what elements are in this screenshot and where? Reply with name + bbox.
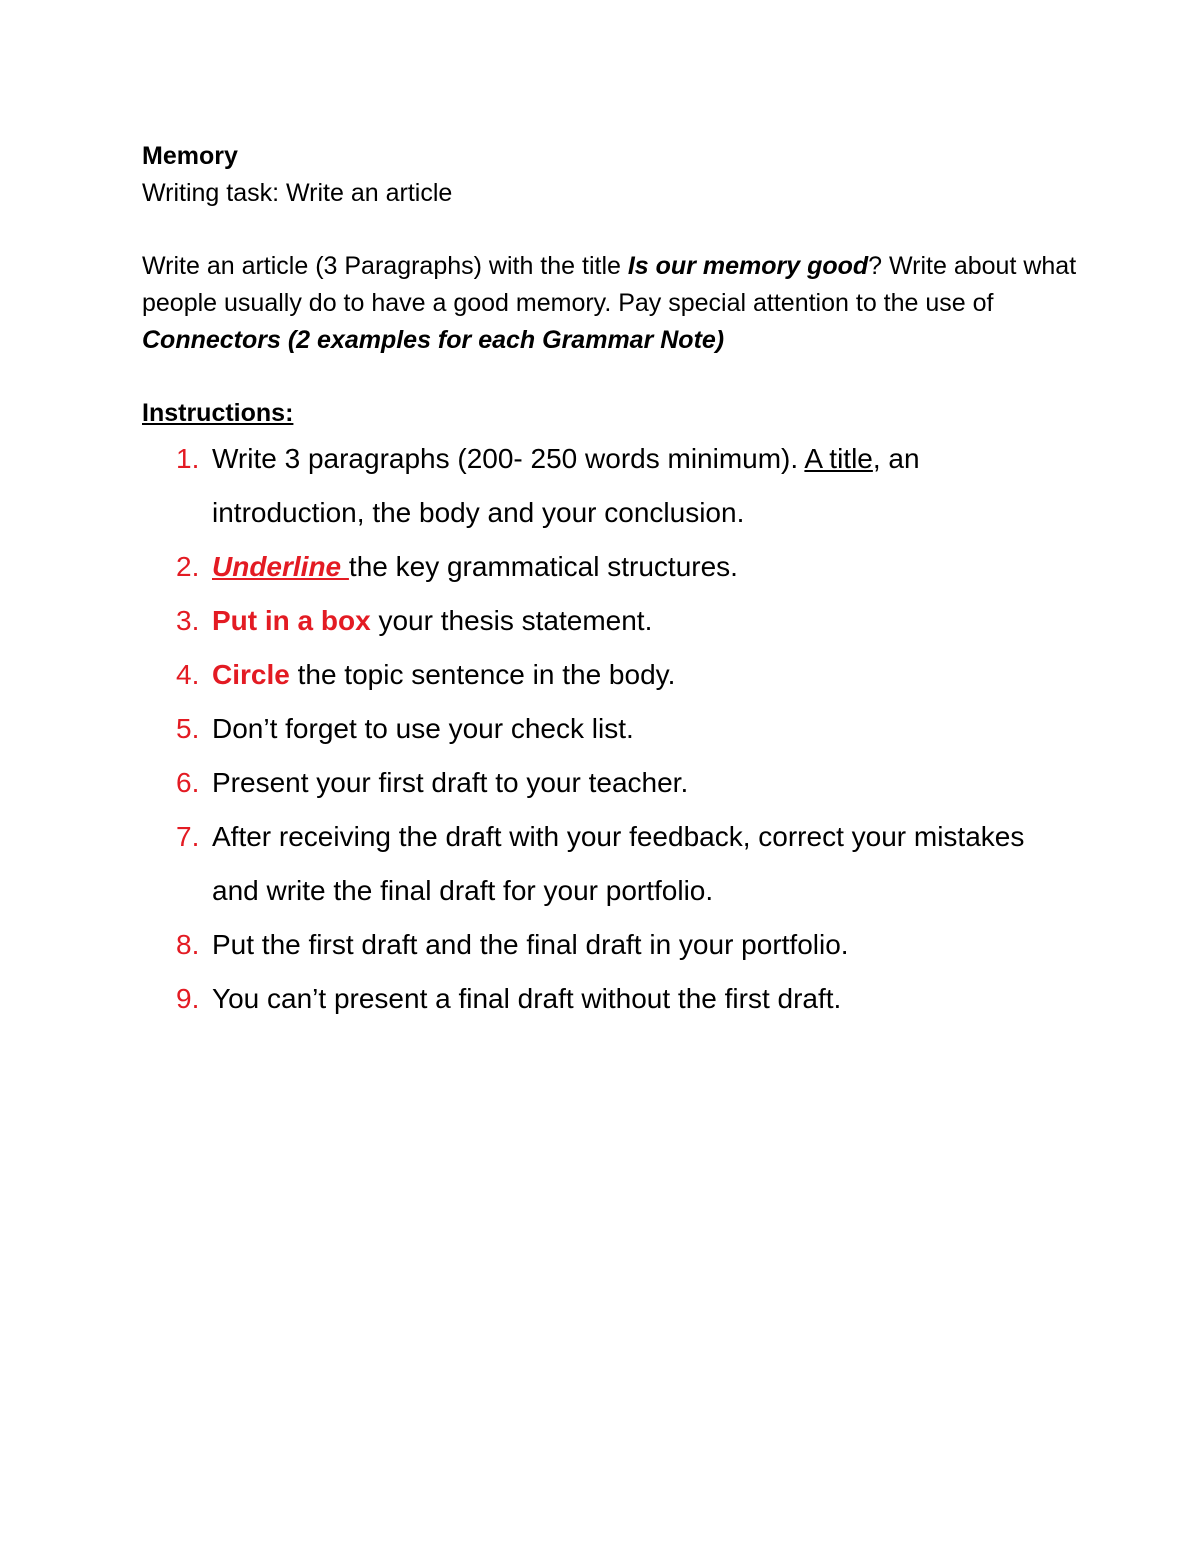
- document-page: [142, 138, 1102, 1026]
- intro-paragraph: [142, 248, 1102, 359]
- instruction-item-4: [176, 648, 1056, 702]
- intro-text-1: Write an article (3 Paragraphs) with the title: [142, 252, 628, 280]
- instruction-text: , an introduction, the body and your conclusion.: [212, 443, 920, 528]
- instruction-item-1: [176, 432, 1056, 540]
- instruction-underlined-text: A title: [804, 443, 873, 474]
- intro-connectors-note: Connectors (2 examples for each Grammar Note): [142, 326, 725, 354]
- intro-article-title: Is our memory good: [627, 252, 869, 280]
- instruction-number: 8.: [176, 929, 200, 960]
- instruction-number: 2.: [176, 551, 200, 582]
- instruction-text: your thesis statement.: [370, 605, 653, 636]
- instruction-item-7: [176, 810, 1056, 918]
- instruction-text: Put the first draft and the final draft in your portfolio.: [212, 929, 849, 960]
- instruction-text: Write 3 paragraphs (200- 250 words minimum).: [212, 443, 805, 474]
- intro-text-2: ? Write about what people usually do to have a good memory. Pay special attention to the use of: [142, 252, 1077, 317]
- instruction-text: the key grammatical structures.: [348, 551, 738, 582]
- instruction-highlight: Put in a box: [212, 605, 371, 636]
- instruction-text: Don’t forget to use your check list.: [212, 713, 634, 744]
- instructions-heading: Instructions:: [142, 399, 294, 427]
- instruction-text: the topic sentence in the body.: [289, 659, 676, 690]
- instruction-item-8: [176, 918, 1056, 972]
- instruction-text: After receiving the draft with your feedback, correct your mistakes and write the final draft for your portfolio.: [212, 821, 1025, 906]
- instruction-number: 9.: [176, 983, 200, 1014]
- instruction-item-6: [176, 756, 1056, 810]
- instruction-highlight: Underline: [212, 551, 349, 582]
- instruction-number: 6.: [176, 767, 200, 798]
- instruction-item-5: [176, 702, 1056, 756]
- instruction-number: 5.: [176, 713, 200, 744]
- instruction-highlight: Circle: [212, 659, 290, 690]
- instruction-text: Present your first draft to your teacher.: [212, 767, 689, 798]
- instruction-number: 1.: [176, 443, 200, 474]
- instruction-item-2: [176, 540, 1056, 594]
- document-subtitle: Writing task: Write an article: [142, 179, 453, 207]
- instruction-number: 7.: [176, 821, 200, 852]
- instruction-number: 3.: [176, 605, 200, 636]
- instruction-number: 4.: [176, 659, 200, 690]
- instruction-item-9: [176, 972, 1056, 1026]
- document-title: Memory: [142, 142, 238, 170]
- instructions-list: [176, 432, 1056, 1026]
- instruction-item-3: [176, 594, 1056, 648]
- instruction-text: You can’t present a final draft without the first draft.: [212, 983, 842, 1014]
